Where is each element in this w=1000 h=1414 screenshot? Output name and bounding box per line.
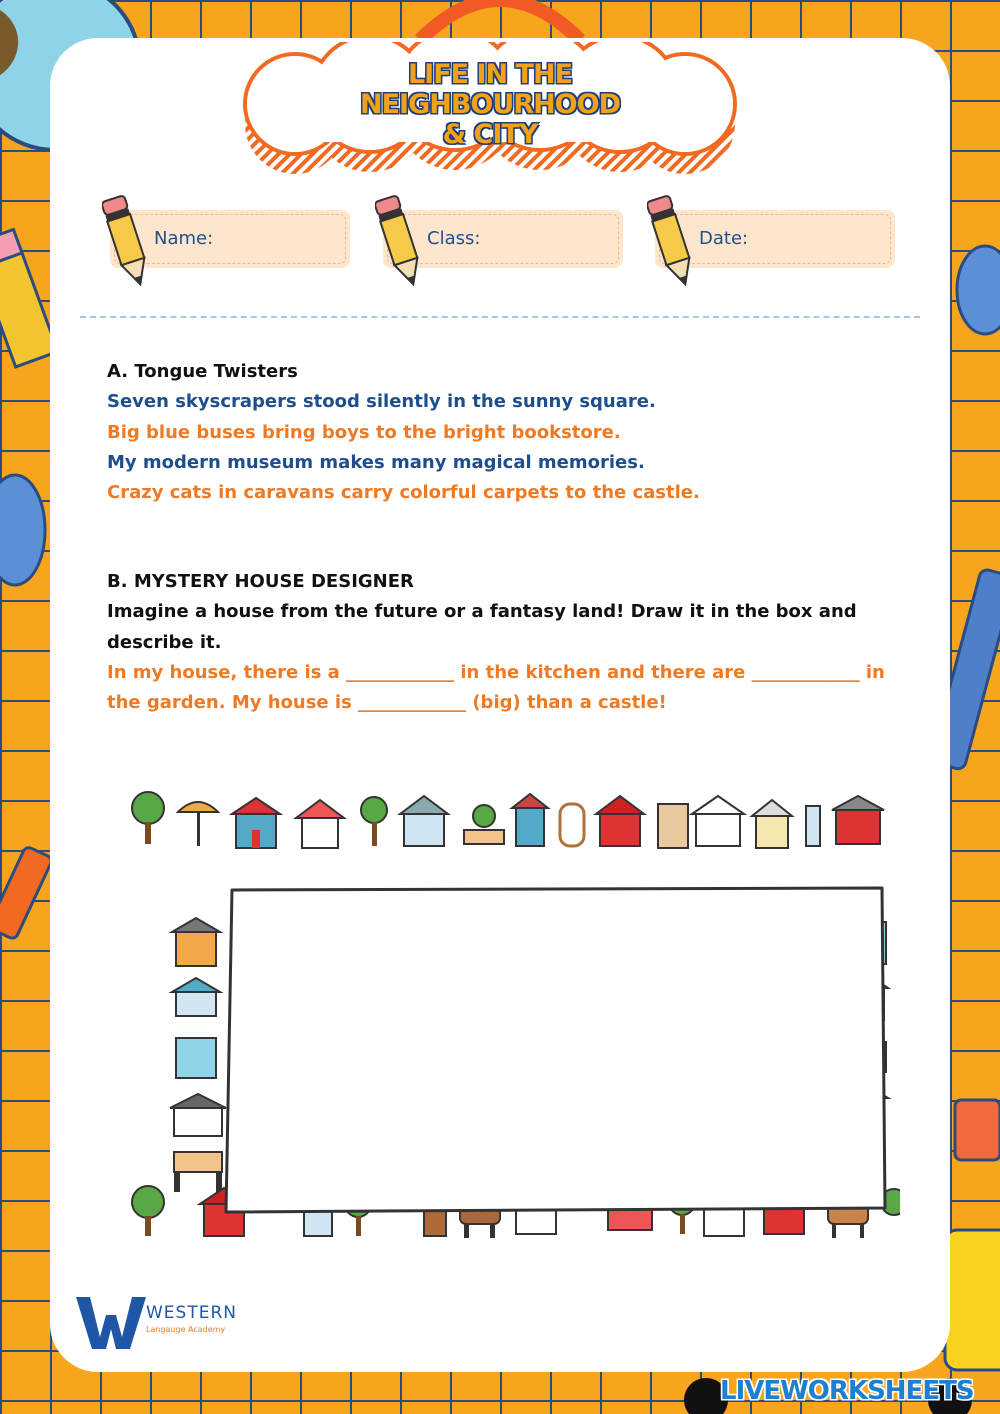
logo-brand: WESTERN	[146, 1303, 237, 1323]
logo-tagline: Langauge Academy	[146, 1325, 226, 1334]
tongue-twister-1: Seven skyscrapers stood silently in the sunny square.	[107, 391, 656, 413]
title-line-1: LIFE IN THE	[407, 59, 573, 90]
drawing-box	[226, 888, 885, 1212]
tongue-twister-4: Crazy cats in caravans carry colorful carpets to the castle.	[107, 482, 700, 504]
crayon-decoration	[945, 560, 1000, 780]
title-line-2: NEIGHBOURHOOD	[359, 89, 620, 120]
leaf-right-decoration	[945, 240, 1000, 340]
section-b	[107, 567, 907, 718]
tongue-twister-2: Big blue buses bring boys to the bright bookstore.	[107, 421, 621, 443]
drawing-frame	[120, 788, 900, 1238]
liveworksheets-watermark: LIVEWORKSHEETS	[720, 1376, 974, 1406]
date-label: Date:	[699, 228, 749, 249]
magnifier-decoration	[410, 0, 590, 40]
western-logo-icon	[72, 1293, 272, 1353]
pencil-icon	[102, 192, 154, 288]
fill-in-prompt: In my house, there is a ____________ in the kitchen and there are ____________ in the garden. My house is ____________ (big) than a castle!	[107, 661, 885, 714]
title-line-3: & CITY	[442, 119, 538, 150]
pencil-icon	[375, 192, 427, 288]
section-b-heading: B. MYSTERY HOUSE DESIGNER	[107, 571, 414, 592]
worksheet-sheet	[50, 38, 950, 1372]
section-a	[107, 357, 907, 508]
name-label: Name:	[154, 228, 214, 249]
section-divider	[80, 316, 920, 318]
eraser-decoration	[945, 1090, 1000, 1170]
worksheet-title	[240, 60, 740, 150]
pencil-icon	[647, 192, 699, 288]
section-b-instruction: Imagine a house from the future or a fantasy land! Draw it in the box and describe it.	[107, 601, 857, 653]
leaf-decoration	[0, 470, 50, 590]
class-label: Class:	[427, 228, 481, 249]
tongue-twister-3: My modern museum makes many magical memories.	[107, 451, 645, 473]
section-a-heading: A. Tongue Twisters	[107, 361, 298, 382]
